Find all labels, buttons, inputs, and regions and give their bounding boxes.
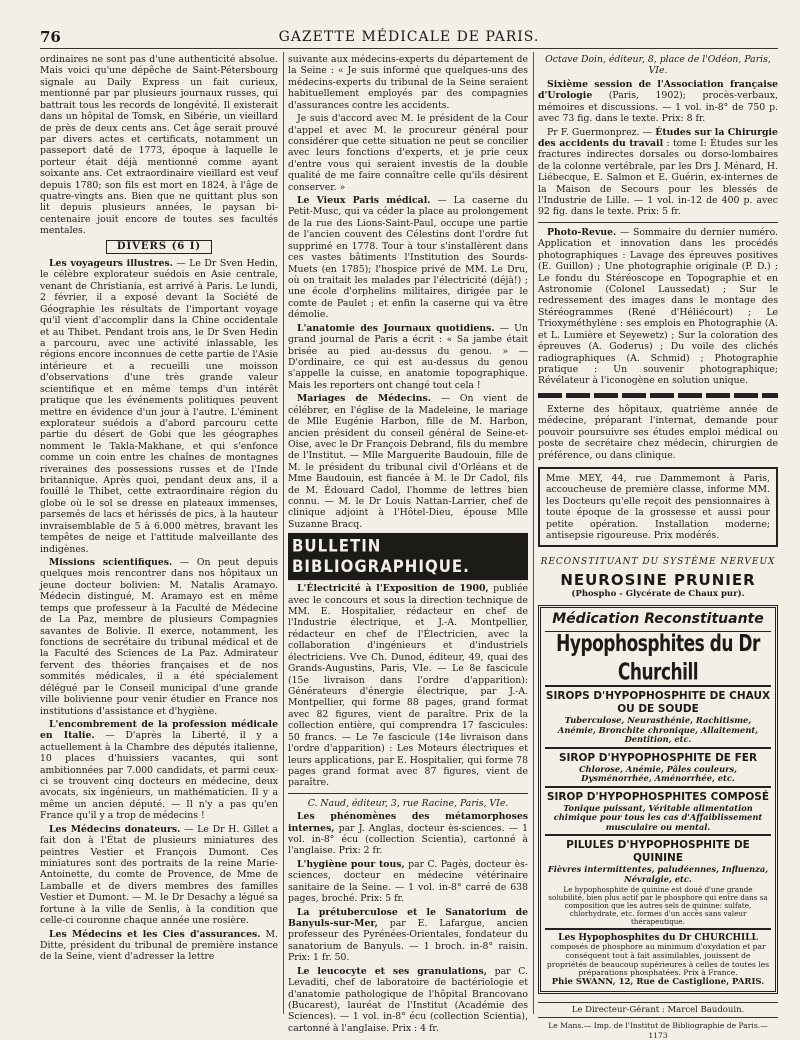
advert-churchill-tagline: Médication Reconstituante <box>545 611 771 631</box>
advert-section-chaux: SIROPS D'HYPOPHOSPHITE DE CHAUX OU DE SOUDE Tuberculose, Neurasthénie, Rachitisme, Anémie, Bronchite chronique, Allaitement, Dentition, etc. <box>545 685 771 746</box>
page-number: 76 <box>40 28 61 46</box>
divers-heading: DIVERS (6 I) <box>40 240 278 254</box>
ornament-separator <box>538 393 778 398</box>
advert-neurosine-subtitle: (Phospho - Glycérate de Chaux pur). <box>571 588 745 599</box>
bib-electricite: L'Électricité à l'Exposition de 1900, publiée avec le concours et sous la direction technique de MM. E. Hospitalier, rédacteur en chef de l'Industrie électrique, et J.-A. Montpellier, rédacteur en chef de l'Électricien, avec la collaboration d'ingénieurs et d'industriels électriciens. Vve Ch. Dunod, éditeur, 49, quai des Grands-Augustins, Paris, VIe. — Le 8e fascicule (15e livraison dans l'ordre d'apparition): Générateurs d'énergie électrique, par J.-A. Montpellier, qui forme 88 pages, grand format avec 82 figures, vient de paraître. Prix de la collection entière, qui comprendra 17 fascicules: 50 francs. — Le 7e fascicule (14e livraison dans l'ordre d'apparition) : Les Moteurs électriques et leurs applications, par E. Hospitalier, qui forme 78 pages grand format avec 87 figures, vient de paraître. <box>288 583 528 789</box>
page-header <box>40 28 778 49</box>
article-missions: Missions scientifiques. — On peut depuis quelques mois rencontrer dans nos hôpitaux un jeune docteur bolivien: M. Natalis Aramayo. Médecin distingué, M. Aramayo est en même temps que professeur à la Faculté de Médecine de La Paz, membre de plusieurs Compagnies savantes de Bolivie. Il exerce, notamment, les fonctions de secrétaire du tribunal médical et de la Faculté des Sciences de La Paz. Admirateur fervent des théories françaises et de nos sommités médicales, il a été spécialement délégué par le Conseil municipal d'une grande ville bolivienne pour venir étudier en France nos institutions d'assistance et d'hygiène. <box>40 557 278 717</box>
bib-pretuberculose: La prétuberculose et le Sanatorium de Banyuls-sur-Mer, par E. Lafargue, ancien professeur des Pyrénées-Orientales, fondateur du sanatorium de Banyuls. — 1 broch. in-8° raisin. Prix: 1 fr. 50. <box>288 906 528 964</box>
advert-neurosine-title: NEUROSINE PRUNIER <box>560 570 756 589</box>
page-title: GAZETTE MÉDICALE DE PARIS. <box>278 29 540 45</box>
advert-neurosine-tagline: RECONSTITUANT DU SYSTÈME NERVEUX <box>540 557 776 568</box>
bulletin-heading: BULLETIN BIBLIOGRAPHIQUE. <box>288 533 528 580</box>
bib-leucocyte: Le leucocyte et ses granulations, par C. Levaditi, chef de laboratoire de bactériologie et d'anatomie pathologique de l'hôpital Brancovano (Bucarest), lauréat de l'Institut (Académie des Sciences). — 1 vol. in-8° écu (collection Scientia), cartonné à l'anglaise. Prix : 4 fr. <box>288 965 528 1034</box>
bib-hygiene: L'hygiène pour tous, par C. Pagès, docteur ès-sciences, docteur en médecine vétérinaire sanitaire de la Seine. — 1 vol. in-8° carré de 638 pages, broché. Prix: 5 fr. <box>288 858 528 905</box>
advert-section-compose: SIROP D'HYPOPHOSPHITES COMPOSÉ Tonique puissant, Véritable alimentation chimique pour tous les cas d'Affaiblissement musculaire ou mental. <box>545 786 771 835</box>
article-encombrement: L'encombrement de la profession médicale en Italie. — D'après la Liberté, il y a actuellement à la Chambre des députés italienne, 10 places d'huissiers vacantes, qui sont ambitionnées par 7.000 candidats, et parmi ceux-ci se trouvent cinq docteurs en médecine, deux avocats, six ingénieurs, un mathématicien. Il y a même un ancien député. — Il n'y a pas qu'en France qu'il y a trop de médecins ! <box>40 718 278 822</box>
column-3 <box>538 54 778 1040</box>
column-rule-2 <box>533 52 534 1014</box>
bib-phenomenes: Les phénomènes des métamorphoses internes, par J. Anglas, docteur ès-sciences. — 1 vol. in-8° écu (collection Scientia), cartonné à l'anglaise. Prix: 2 fr. <box>288 811 528 857</box>
bib-urologie: Sixième session de l'Association française d'Urologie (Paris, 1902); procès-verbaux, mémoires et discussions. — 1 vol. in-8° de 750 p. avec 73 fig. dans le texte. Prix: 8 fr. <box>538 78 778 125</box>
publisher-doin: Octave Doin, éditeur, 8, place de l'Odéon, Paris, VIe. <box>545 54 771 77</box>
article-assurances: Les Médecins et les Cies d'assurances. M. Ditte, président du tribunal de première instance de la Seine, vient d'adresser la lettre <box>40 928 278 963</box>
article-vieux-paris: Le Vieux Paris médical. — La caserne du Petit-Musc, qui va céder la place au prolongement de la rue des Lions-Saint-Paul, occupe une partie de l'ancien couvent des Célestins dont l'ordre fut supprimé en 1778. Tour à tour s'installèrent dans ces vastes bâtiments l'Institution des Sourds-Muets (en 1785); l'hospice privé de MM. Le Dru, où on traitait les malades par l'électricité (déjà!) ; une école d'orphelins militaires, dirigée par le comte de Paulet ; et enfin la caserne qui va être démolie. <box>288 195 528 321</box>
article-assurances-cont: suivante aux médecins-experts du département de la Seine : « Je suis informé que quelques-uns des médecins-experts du tribunal de la Seine seraient habituellement employés par des compagnies d'assurances contre les accidents. <box>288 54 528 111</box>
article-donateurs: Les Médecins donateurs. — Le Dr H. Gillet a fait don à l'État de plusieurs miniatures des peintres Vestier et François Dumont. Ces miniatures sont des portraits de la reine Marie-Antoinette, du comte de Provence, de Mme de Lamballe et de divers membres des familles Vestier et Dumont. — M. le Dr Desachy a légué sa fortune à la ville de Senlis, à la condition que celle-ci couronne chaque année une rosière. <box>40 823 278 927</box>
printer-credit: Le Mans.— Imp. de l'Institut de Bibliographie de Paris.— 1173 <box>548 1021 768 1040</box>
article-mariages: Mariages de Médecins. — On vient de célébrer, en l'église de la Madeleine, le mariage de Mlle Eugénie Harbon, fille de M. Harbon, ancien président du conseil général de Seine-et-Oise, avec le Dr François Debrand, fils du membre de l'Institut. — Mlle Marguerite Baudouin, fille de M. le président du tribunal civil d'Orléans et de Mme Baudouin, est fiancée à M. le Dr Cadol, fils de M. Édouard Cadol, l'homme de lettres bien connu. — M. le Dr Louis Nattan-Larrier, chef de clinique adjoint à l'Hôtel-Dieu, épouse Mlle Suzanne Bracq. <box>288 393 528 530</box>
advert-section-quinine: PILULES D'HYPOPHOSPHITE DE QUININE Fièvres intermittentes, paludéennes, Influenza, Névralgie, etc. Le hypophosphite de quinine est doué d'une grande solubilité, bien plus actif par le phosphore qui entre dans sa composition que les autres sels de quinine: sulfate, chlorhydrate, etc. formes d'un accès sans valeur thérapeutique. <box>545 834 771 927</box>
advert-churchill-title: Hypophosphites du Dr Churchill <box>556 630 760 686</box>
advert-churchill-footer: Les Hypophosphites du Dr CHURCHILL composés de phosphore au minimum d'oxydation et par conséquent tout à fait assimilables, jouissent de propriétés de beaucoup supérieures à celles de toutes les préparations phosphatées. Prix à France. Phie SWANN, 12, Rue de Castiglione, PARIS. <box>545 928 771 988</box>
article-voyageurs: Les voyageurs illustres. — Le Dr Sven Hedin, le célèbre explorateur suédois en Asie centrale, venant de Christiania, est arrivé à Paris. Le lundi, 2 février, il a exposé devant la Société de Géographie les résultats de l'important voyage qu'il vient d'accomplir dans la Chine occidentale et au Thibet. Pendant trois ans, le Dr Sven Hedin a parcouru, avec une activité inlassable, les régions encore inconnues de cette partie de l'Asie intérieure et a recueilli une moisson d'observations d'une très grande valeur scientifique et en même temps d'un intérêt pratique que les événements politiques peuvent mettre en évidence d'un jour à l'autre. L'éminent explorateur suédois a d'abord parcouru cette partie du désert de Gobi que les géographes nomment le Takla-Makhane, et qui s'enfonce comme un coin entre les chaînes de montagnes riveraines des possessions russes et de l'Inde britannique. Après quoi, pendant deux ans, il a fouillé le Thibet, cette extraordinaire région du globe où le sol se dresse en plateaux immenses, parsemés de lacs et hérissés de pics, à la hauteur invraisemblable de 5 à 6.000 mètres, bravant les tempêtes de neige et l'attitude malveillante des indigènes. <box>40 258 279 555</box>
advert-mey: Mme MEY, 44, rue Dammemont à Paris, accoucheuse de première classe, informe MM. les Docteurs qu'elle reçoit des pensionnaires à toute époque de la grossesse et aussi pour petite opération. Installation moderne; antisepsie rigoureuse. Prix modérés. <box>538 467 778 548</box>
column-2 <box>288 54 529 1034</box>
advert-section-fer: SIROP D'HYPOPHOSPHITE DE FER Chlorose, Anémie, Pâles couleurs, Dysménorrhée, Aménorrhée, etc. <box>545 747 771 786</box>
advert-churchill <box>538 605 778 993</box>
bib-photo-revue: Photo-Revue. — Sommaire du dernier numéro. Application et innovation dans les procédés photographiques : Lavage des épreuves positives (E. Guillon) ; Une photographie originale (P. D.) ; Le fondu du Stéréoscope en Topographie et en Astronomie (Colonel Laussedat) ; Sur le redressement des images dans le montage des Stéréogrammes (René d'Héliécourt) ; Le Trioxyméthylène : ses emplois en Photographie (A. et L. Lumière et Seyewetz) ; Sur la coloration des épreuves (A. Goderus) ; Du voile des clichés radiographiques (A. Schmid) ; Photographie pratique : Un souvenir photographique; Révélateur à l'iconogène en solution unique. <box>538 226 778 387</box>
column-rule-1 <box>283 52 284 1014</box>
article-intro: ordinaires ne sont pas d'une authenticité absolue. Mais voici qu'une dépêche de Saint-Pétersbourg signale au Daily Express un fait curieux, mentionné par par plusieurs journaux russes, qui battrait tous les records de longévité. Il existerait dans un hôpital de Tomsk, en Sibérie, un vieillard de près de deux cents ans. Cet âge serait prouvé par divers actes et certificats, notamment un passeport daté de 1773, époque à laquelle le porteur était déjà mentionné comme ayant soixante ans. Cet extraordinaire vieillard est veuf depuis 1780; son fils est mort en 1824, à l'âge de quatre-vingts ans. Bien que ne quittant plus son lit depuis plusieurs années, le paysan bi-centenaire jouit encore de toutes ses facultés mentales. <box>40 54 278 237</box>
article-assurances-cont2: Je suis d'accord avec M. le président de la Cour d'appel et avec M. le procureur général pour considérer que cette situation ne peut se concilier avec leurs fonctions d'experts, et je prie ceux d'entre vous qui seraient investis de la double qualité de me faire connaître celle qu'ils désirent conserver. » <box>288 113 528 193</box>
article-anatomie: L'anatomie des Journaux quotidiens. — Un grand journal de Paris a écrit : « Sa jambe était brisée au pied au-dessus du genou. » — D'ordinaire, ce qui est au-dessus du genou s'appelle la cuisse, en anatomie topographique. Mais les reporters ont changé tout cela ! <box>288 322 529 391</box>
director-credit: Le Directeur-Gérant : Marcel Baudouin. <box>538 1002 778 1018</box>
column-1 <box>40 54 278 1014</box>
divider <box>288 793 528 794</box>
divider <box>538 222 778 223</box>
publisher-naud: C. Naud, éditeur, 3, rue Racine, Paris, VIe. <box>307 797 509 809</box>
bib-chirurgie: Pr F. Guermonprez. — Études sur la Chirurgie des accidents du travail : tome I: Études sur les fractures indirectes dorsales ou dorso-lombaires de la colonne vertébrale, par les Drs J. Ménard, H. Liébecque, E. Salmon et E. Guérin, ex-internes de la Maison de Secours pour les blessés de l'Industrie de Lille. — 1 vol. in-12 de 400 p. avec 92 fig. dans le texte. Prix: 5 fr. <box>538 126 778 218</box>
classified-externe: Externe des hôpitaux, quatrième année de médecine, préparant l'internat, demande pour pouvoir poursuivre ses études emploi médical ou poste de secrétaire chez médecin, chirurgien de préférence, ou dans clinique. <box>538 403 778 461</box>
